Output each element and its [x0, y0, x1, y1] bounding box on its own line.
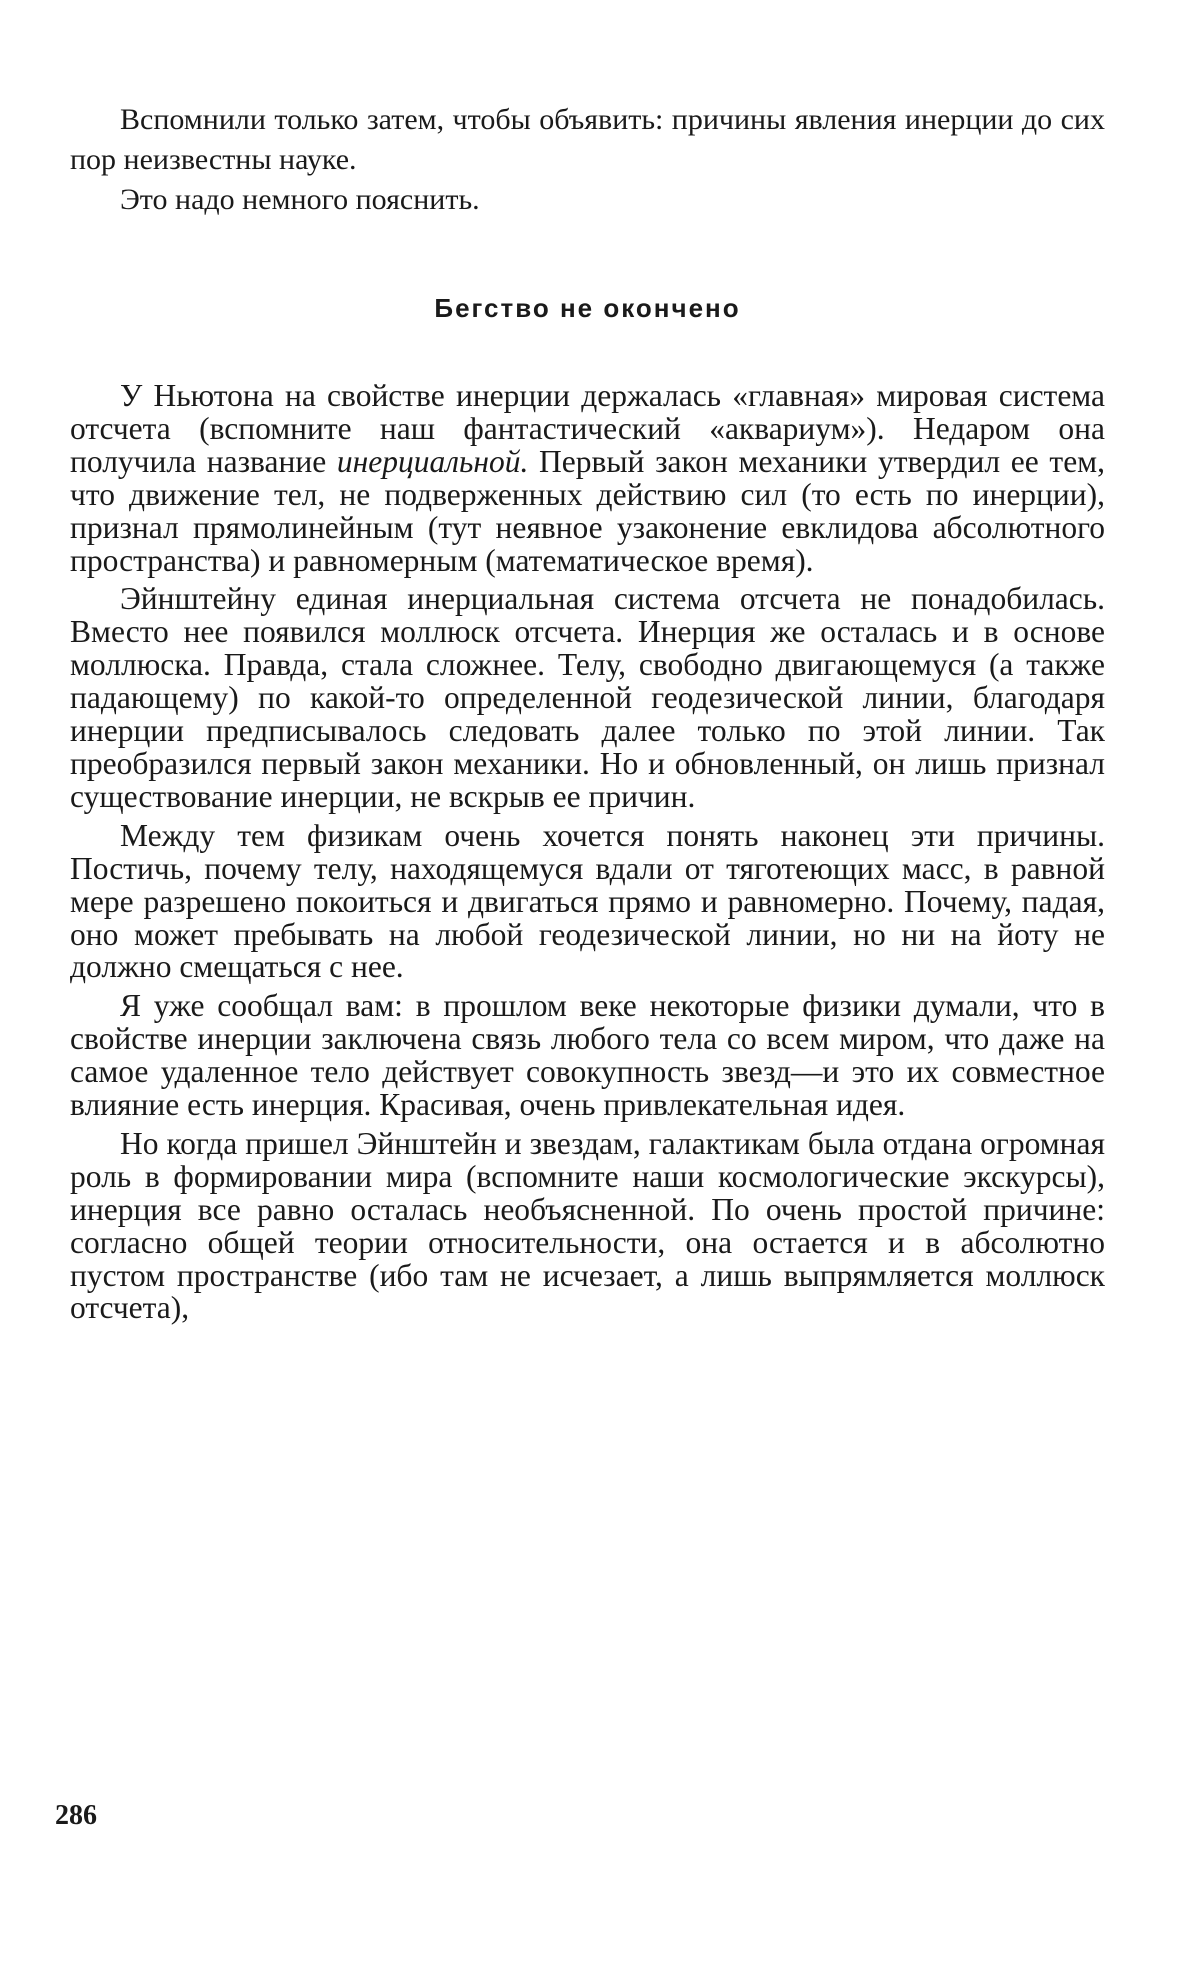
intro-text [70, 100, 1105, 220]
paragraph-text: У Ньютона на свойстве инерции держалась «главная» мировая система отсчета (вспомните наш фантастический «аквариум»). Недаром она получила название [70, 378, 1105, 479]
body-text [70, 380, 1105, 1325]
intro-paragraph: Это надо немного пояснить. [120, 183, 480, 216]
body-paragraph: Эйнштейну единая инерциальная система отсчета не понадобилась. Вместо нее появился моллюск отсчета. Инерция же осталась и в основе моллюска. Правда, стала сложнее. Телу, свободно двигающемуся (а также падающему) по какой-то определенной геодезической линии, благодаря инерции предписывалось следовать далее только по этой линии. Так преобразился первый закон механики. Но и обновленный, он лишь признал существование инерции, не вскрыв ее причин. [70, 581, 1105, 814]
paragraph-text: Первый закон механики утвердил ее тем, что движение тел, не подверженных действию сил (то есть по инерции), признал прямолинейным (тут неявное узаконение евклидова абсолютного пространства) и равномерным (математическое время). [70, 443, 1105, 578]
intro-paragraph: Вспомнили только затем, чтобы объявить: причины явления инерции до сих пор неизвестны науке. [70, 103, 1105, 176]
section-title: Бегство не окончено [434, 293, 741, 323]
body-paragraph: Я уже сообщал вам: в прошлом веке некоторые физики думали, что в свойстве инерции заключена связь любого тела со всем миром, что даже на самое удаленное тело действует совокупность звезд—и это их совместное влияние есть инерция. Красивая, очень привлекательная идея. [70, 988, 1105, 1123]
italic-term: инерциальной. [336, 443, 529, 479]
book-page [70, 100, 1105, 1331]
page-number: 286 [55, 1800, 97, 1831]
body-paragraph [70, 380, 1105, 577]
body-paragraph: Между тем физикам очень хочется понять наконец эти причины. Постичь, почему телу, находящемуся вдали от тяготеющих масс, в равной мере разрешено покоиться и двигаться прямо и равномерно. Почему, падая, оно может пребывать на любой геодезической линии, но ни на йоту не должно смещаться с нее. [70, 817, 1105, 985]
body-paragraph: Но когда пришел Эйнштейн и звездам, галактикам была отдана огромная роль в формировании мира (вспомните наши космологические экскурсы), инерция все равно осталась необъясненной. По очень простой причине: согласно общей теории относительности, она остается и в абсолютно пустом пространстве (ибо там не исчезает, а лишь выпрямляется моллюск отсчета), [70, 1125, 1105, 1326]
